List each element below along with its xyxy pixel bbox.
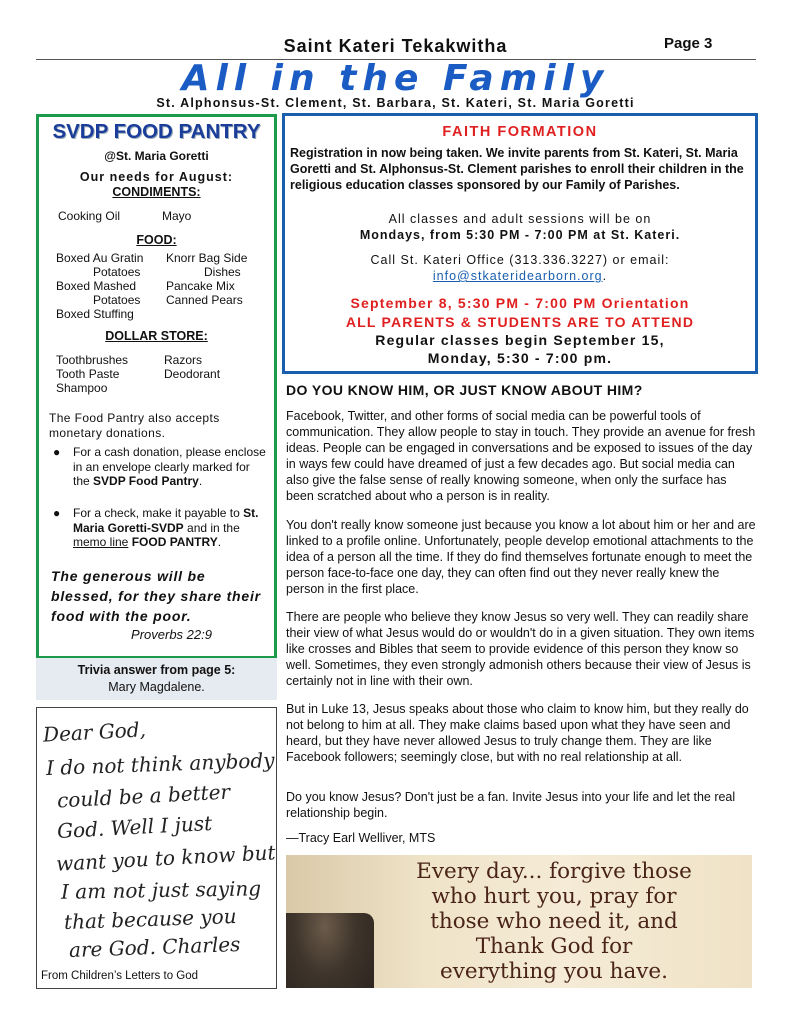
- article-paragraph: You don't really know someone just because you know a lot about him or her and are linked to a profile online. Unfortunately, people develop emotional attachments to the idea of a person all the time. If they do find themselves fortunate enough to meet the person face-to-face one day, they can often find out they never really knew the person in the first place.: [286, 518, 756, 596]
- class-schedule-line: All classes and adult sessions will be on: [388, 212, 652, 226]
- bullet-dot: ●: [53, 445, 61, 459]
- handwritten-line: are God. Charles: [68, 932, 241, 962]
- condiment-item: Cooking Oil: [58, 209, 121, 223]
- cash-donation-instructions: For a cash donation, please enclose in an envelope clearly marked for the SVDP Food Pantry.: [73, 445, 266, 488]
- trivia-heading: Trivia answer from page 5:: [77, 663, 236, 677]
- dollar-store-heading: DOLLAR STORE:: [105, 329, 208, 343]
- dollar-item: Toothbrushes: [56, 353, 129, 367]
- forgiveness-quote-image: [286, 855, 752, 988]
- handwritten-line: I do not think anybody: [45, 748, 275, 780]
- trivia-answer-box: [36, 658, 277, 700]
- food-pantry-location: @St. Maria Goretti: [104, 149, 209, 163]
- quote-line: Every day... forgive those: [416, 859, 692, 884]
- email-link[interactable]: info@stkateridearborn.org: [432, 269, 603, 283]
- quote-line: who hurt you, pray for: [431, 884, 677, 909]
- bullet-dot: ●: [53, 506, 61, 520]
- faith-formation-heading: FAITH FORMATION: [442, 124, 598, 140]
- condiments-heading: CONDIMENTS:: [112, 185, 201, 199]
- letter-caption: From Children’s Letters to God: [41, 970, 199, 982]
- regular-classes-line: Regular classes begin September 15,: [375, 332, 665, 348]
- needs-heading: Our needs for August:: [79, 170, 234, 184]
- faith-formation-intro: Registration in now being taken. We invite parents from St. Kateri, St. Maria Goretti and St. Alphonsus-St. Clement parishes to enroll their children in the religious education classes sponsored by our Family of Parishes.: [290, 146, 744, 192]
- article-author: —Tracy Earl Welliver, MTS: [286, 831, 436, 845]
- food-item: Potatoes: [93, 265, 141, 279]
- proverbs-reference: Proverbs 22:9: [131, 627, 212, 642]
- food-item: Boxed Au Gratin: [56, 251, 144, 265]
- quote-line: those who need it, and: [430, 909, 678, 934]
- childs-letter-box: [36, 707, 277, 989]
- food-item: Dishes: [204, 265, 241, 279]
- orientation-notice: September 8, 5:30 PM - 7:00 PM Orientation: [350, 295, 690, 311]
- condiment-item: Mayo: [162, 209, 192, 223]
- handwritten-line: God. Well I just: [56, 810, 213, 844]
- quote-image-text: [356, 859, 752, 984]
- newsletter-title: All in the Family: [181, 58, 610, 99]
- handwritten-line: want you to know but: [55, 840, 277, 876]
- page-number: Page 3: [664, 35, 713, 52]
- monetary-donation-note: The Food Pantry also accepts monetary donations.: [49, 411, 220, 440]
- food-item: Knorr Bag Side: [166, 251, 248, 265]
- faith-formation-box: [282, 113, 758, 374]
- food-item: Canned Pears: [166, 293, 243, 307]
- contact-line: Call St. Kateri Office (313.336.3227) or email:: [370, 253, 670, 267]
- handwritten-line: that because you: [63, 903, 237, 935]
- dollar-item: Deodorant: [164, 367, 221, 381]
- dollar-item: Tooth Paste: [56, 367, 120, 381]
- trivia-answer: Mary Magdalene.: [108, 680, 205, 694]
- dollar-item: Razors: [164, 353, 203, 367]
- food-item: Boxed Mashed: [56, 279, 137, 293]
- class-schedule-line: Mondays, from 5:30 PM - 7:00 PM at St. Kateri.: [359, 228, 681, 242]
- article-paragraph: But in Luke 13, Jesus speaks about those who claim to know him, but they really do not belong to him at all. They make claims based upon what they have seen and heard, but they have never allowed Jesus to truly change them. They are like Facebook followers; seemingly close, but with no real relationship at all.: [286, 702, 749, 764]
- quote-line: everything you have.: [440, 959, 668, 984]
- check-donation-instructions: For a check, make it payable to St. Maria Goretti-SVDP and in the memo line FOOD PANTRY.: [73, 506, 259, 549]
- article-title: DO YOU KNOW HIM, OR JUST KNOW ABOUT HIM?: [286, 382, 643, 398]
- article-paragraph: There are people who believe they know Jesus so very well. They can readily share their view of what Jesus would do or wouldn't do in a given situation. They own items like crosses and Bibles that seem to provide evidence of this person they know so well. Sometimes, they even strongly admonish others because their view of Jesus is certainly not in line with their own.: [286, 610, 755, 688]
- dollar-item: Shampoo: [56, 381, 108, 395]
- food-item: Potatoes: [93, 293, 141, 307]
- regular-classes-line: Monday, 5:30 - 7:00 pm.: [427, 350, 613, 366]
- contact-email-line: info@stkateridearborn.org.: [432, 269, 608, 283]
- attendance-notice: ALL PARENTS & STUDENTS ARE TO ATTEND: [345, 314, 695, 330]
- food-heading: FOOD:: [136, 233, 177, 247]
- food-pantry-box: [36, 114, 277, 659]
- article-paragraph: Do you know Jesus? Don't just be a fan. Invite Jesus into your life and let the real relationship begin.: [286, 790, 736, 820]
- handwritten-line: Dear God,: [42, 717, 147, 747]
- food-item: Pancake Mix: [166, 279, 235, 293]
- handwritten-line: could be a better: [56, 779, 231, 813]
- food-pantry-title: SVDP FOOD PANTRY: [52, 120, 261, 143]
- proverbs-quote: The generous will be blessed, for they share their food with the poor.: [51, 568, 261, 624]
- newsletter-parish-name: Saint Kateri Tekakwitha: [283, 36, 508, 56]
- parish-list-subtitle: St. Alphonsus-St. Clement, St. Barbara, St. Kateri, St. Maria Goretti: [156, 96, 635, 110]
- handwritten-line: I am not just saying: [60, 876, 262, 904]
- quote-line: Thank God for: [475, 934, 633, 959]
- food-item: Boxed Stuffing: [56, 307, 134, 321]
- article-paragraph: Facebook, Twitter, and other forms of social media can be powerful tools of communication. They allow people to stay in touch. They provide an avenue for fresh ideas. People can be engaged in conversations and be exposed to issues of the day in ways few could have dreamed of just a few decades ago. But social media can also give the false sense of really knowing someone, when only the surface has been scratched about who a person is in reality.: [286, 409, 756, 503]
